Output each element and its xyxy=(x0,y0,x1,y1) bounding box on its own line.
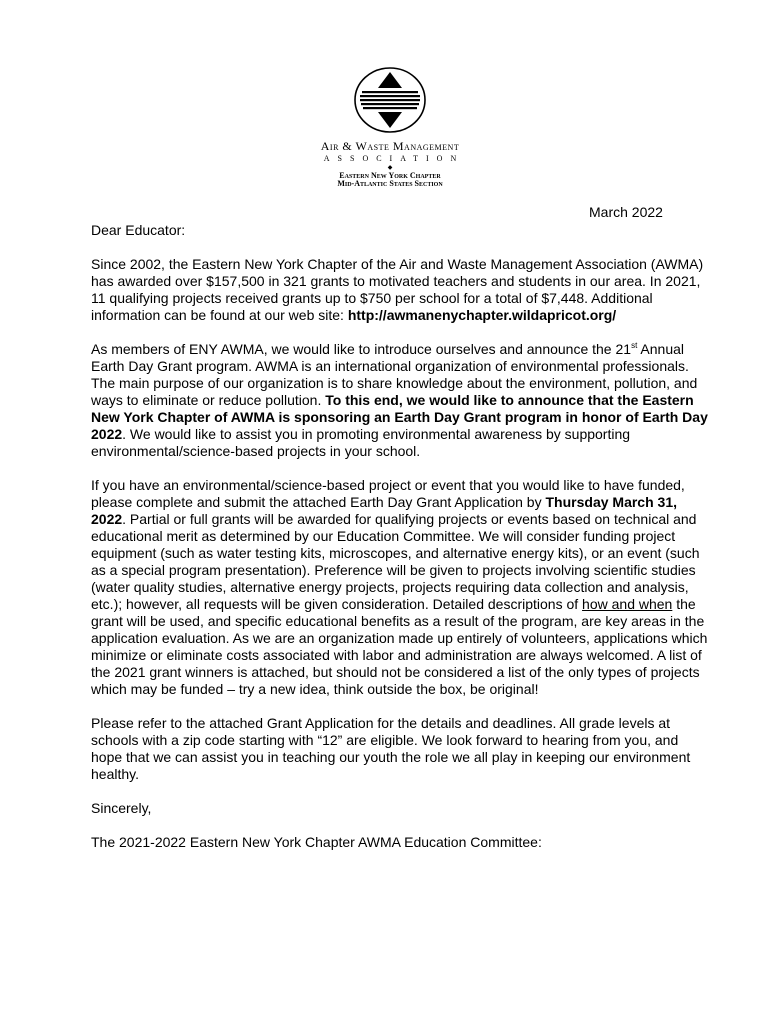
website-link[interactable]: http://awmanenychapter.wildapricot.org/ xyxy=(347,307,617,323)
signature: The 2021-2022 Eastern New York Chapter AWMA Education Committee: xyxy=(91,834,542,850)
paragraph-intro-text: Since 2002, the Eastern New York Chapter of the Air and Waste Management Association (AWMA) has awarded over $157,500 in 321 grants to motivated teachers and students in our area. In 2021, 11 qualifying projects received grants up to $750 per school for a total of $7,448. Additional information can be found at our web site: xyxy=(91,256,704,323)
announcement-text-b: Annual Earth Day Grant program. AWMA is an international organization of environmental professionals. The main purpose of our organization is to share knowledge about the environment, pollution, and ways to eliminate or reduce pollution. xyxy=(91,341,698,408)
salutation: Dear Educator: xyxy=(91,222,186,238)
ordinal-suffix: st xyxy=(631,341,638,350)
paragraph-intro xyxy=(91,256,711,324)
announcement-text-c: . We would like to assist you in promoting environmental awareness by supporting environmental/science-based projects in your school. xyxy=(91,426,631,459)
org-name: Air & Waste Management xyxy=(320,139,460,153)
paragraph-eligibility: Please refer to the attached Grant Application for the details and deadlines. All grade levels at schools with a zip code starting with “12” are eligible. We look forward to hearing from you, and hope that we can assist you in teaching our youth the role we all play in keeping our environment healthy. xyxy=(91,715,691,782)
paragraph-application xyxy=(91,477,711,698)
application-text-c: the grant will be used, and specific educational benefits as a result of the program, are key areas in the application evaluation. As we are an organization made up entirely of volunteers, applications which minimize or eliminate costs associated with labor and administration are always welcomed. A list of the 2021 grant winners is attached, but should not be considered a list of the only types of projects which may be funded – try a new idea, think outside the box, be original! xyxy=(91,596,708,697)
paragraph-announcement xyxy=(91,341,711,460)
how-and-when: how and when xyxy=(582,596,673,612)
deadline-date: Thursday March 31, 2022 xyxy=(91,494,677,527)
letter-body xyxy=(91,222,711,868)
logo-divider: ◆ xyxy=(387,165,393,171)
announcement-text-a: As members of ENY AWMA, we would like to introduce ourselves and announce the 21 xyxy=(91,341,632,357)
awma-logo xyxy=(300,66,480,196)
letter-date: March 2022 xyxy=(589,204,663,220)
announcement-bold: To this end, we would like to announce that the Eastern New York Chapter of AWMA is sponsoring an Earth Day Grant program in honor of Earth Day 2022 xyxy=(91,392,708,442)
org-association: ASSOCIATION xyxy=(323,154,465,163)
application-text-b: . Partial or full grants will be awarded for qualifying projects or events based on technical and educational merit as determined by our Education Committee. We will consider funding project equipment (such as water testing kits, microscopes, and alternative energy kits), or an event (such as a special program presentation). Preference will be given to projects involving scientific studies (water quality studies, alternative energy projects, projects requiring data collection and analysis, etc.); however, all requests will be given consideration. Detailed descriptions of xyxy=(91,511,700,612)
awma-emblem-icon xyxy=(352,66,428,134)
org-chapter: Eastern New York Chapter xyxy=(339,171,441,180)
org-section: Mid-Atlantic States Section xyxy=(337,179,443,188)
application-text-a: If you have an environmental/science-based project or event that you would like to have funded, please complete and submit the attached Earth Day Grant Application by xyxy=(91,477,685,510)
closing: Sincerely, xyxy=(91,800,152,816)
